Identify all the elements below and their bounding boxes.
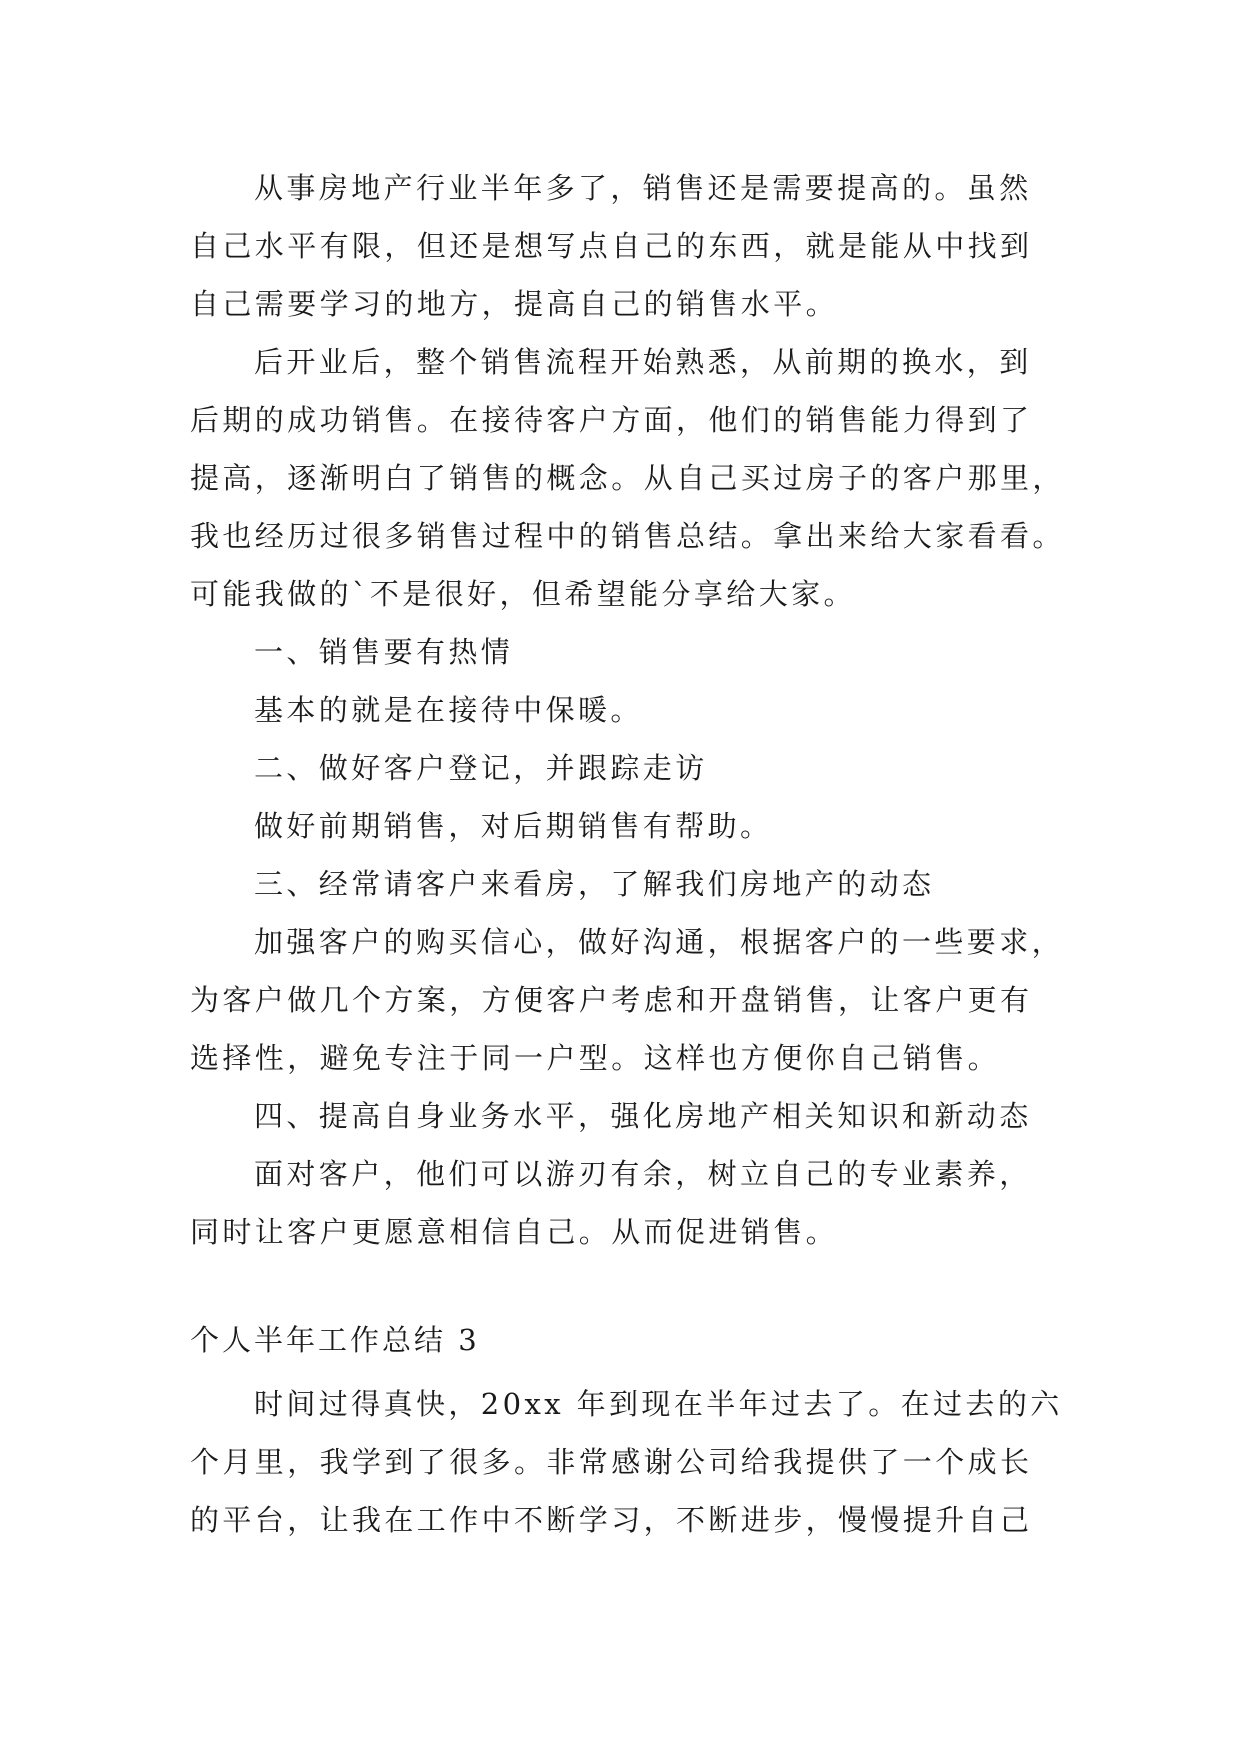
paragraph-line: 可能我做的`不是很好，但希望能分享给大家。 — [190, 577, 856, 611]
paragraph-line: 后开业后，整个销售流程开始熟悉，从前期的换水，到 — [254, 345, 1032, 379]
paragraph-line: 做好前期销售，对后期销售有帮助。 — [254, 809, 773, 843]
section-heading: 二、做好客户登记，并跟踪走访 — [254, 751, 708, 785]
paragraph-line: 选择性，避免专注于同一户型。这样也方便你自己销售。 — [190, 1041, 1001, 1075]
paragraph-line: 基本的就是在接待中保暖。 — [254, 693, 643, 727]
paragraph-line: 自己需要学习的地方，提高自己的销售水平。 — [190, 287, 839, 321]
document-title: 个人半年工作总结 3 — [190, 1323, 480, 1357]
paragraph-line: 后期的成功销售。在接待客户方面，他们的销售能力得到了 — [190, 403, 1033, 437]
paragraph-line: 时间过得真快，20xx 年到现在半年过去了。在过去的六 — [254, 1387, 1063, 1421]
paragraph-line: 的平台，让我在工作中不断学习，不断进步，慢慢提升自己 — [190, 1503, 1033, 1537]
paragraph-line: 同时让客户更愿意相信自己。从而促进销售。 — [190, 1215, 839, 1249]
paragraph-line: 为客户做几个方案，方便客户考虑和开盘销售，让客户更有 — [190, 983, 1033, 1017]
paragraph-line: 自己水平有限，但还是想写点自己的东西，就是能从中找到 — [190, 229, 1033, 263]
paragraph-line: 从事房地产行业半年多了，销售还是需要提高的。虽然 — [254, 171, 1032, 205]
paragraph-line: 加强客户的购买信心，做好沟通，根据客户的一些要求， — [254, 925, 1065, 959]
paragraph-line: 面对客户，他们可以游刃有余，树立自己的专业素养， — [254, 1157, 1032, 1191]
paragraph-line: 提高，逐渐明白了销售的概念。从自己买过房子的客户那里， — [190, 461, 1065, 495]
paragraph-line: 我也经历过很多销售过程中的销售总结。拿出来给大家看看。 — [190, 519, 1065, 553]
section-heading: 一、销售要有热情 — [254, 635, 514, 669]
section-heading: 三、经常请客户来看房，了解我们房地产的动态 — [254, 867, 935, 901]
section-heading: 四、提高自身业务水平，强化房地产相关知识和新动态 — [254, 1099, 1032, 1133]
paragraph-line: 个月里，我学到了很多。非常感谢公司给我提供了一个成长 — [190, 1445, 1033, 1479]
